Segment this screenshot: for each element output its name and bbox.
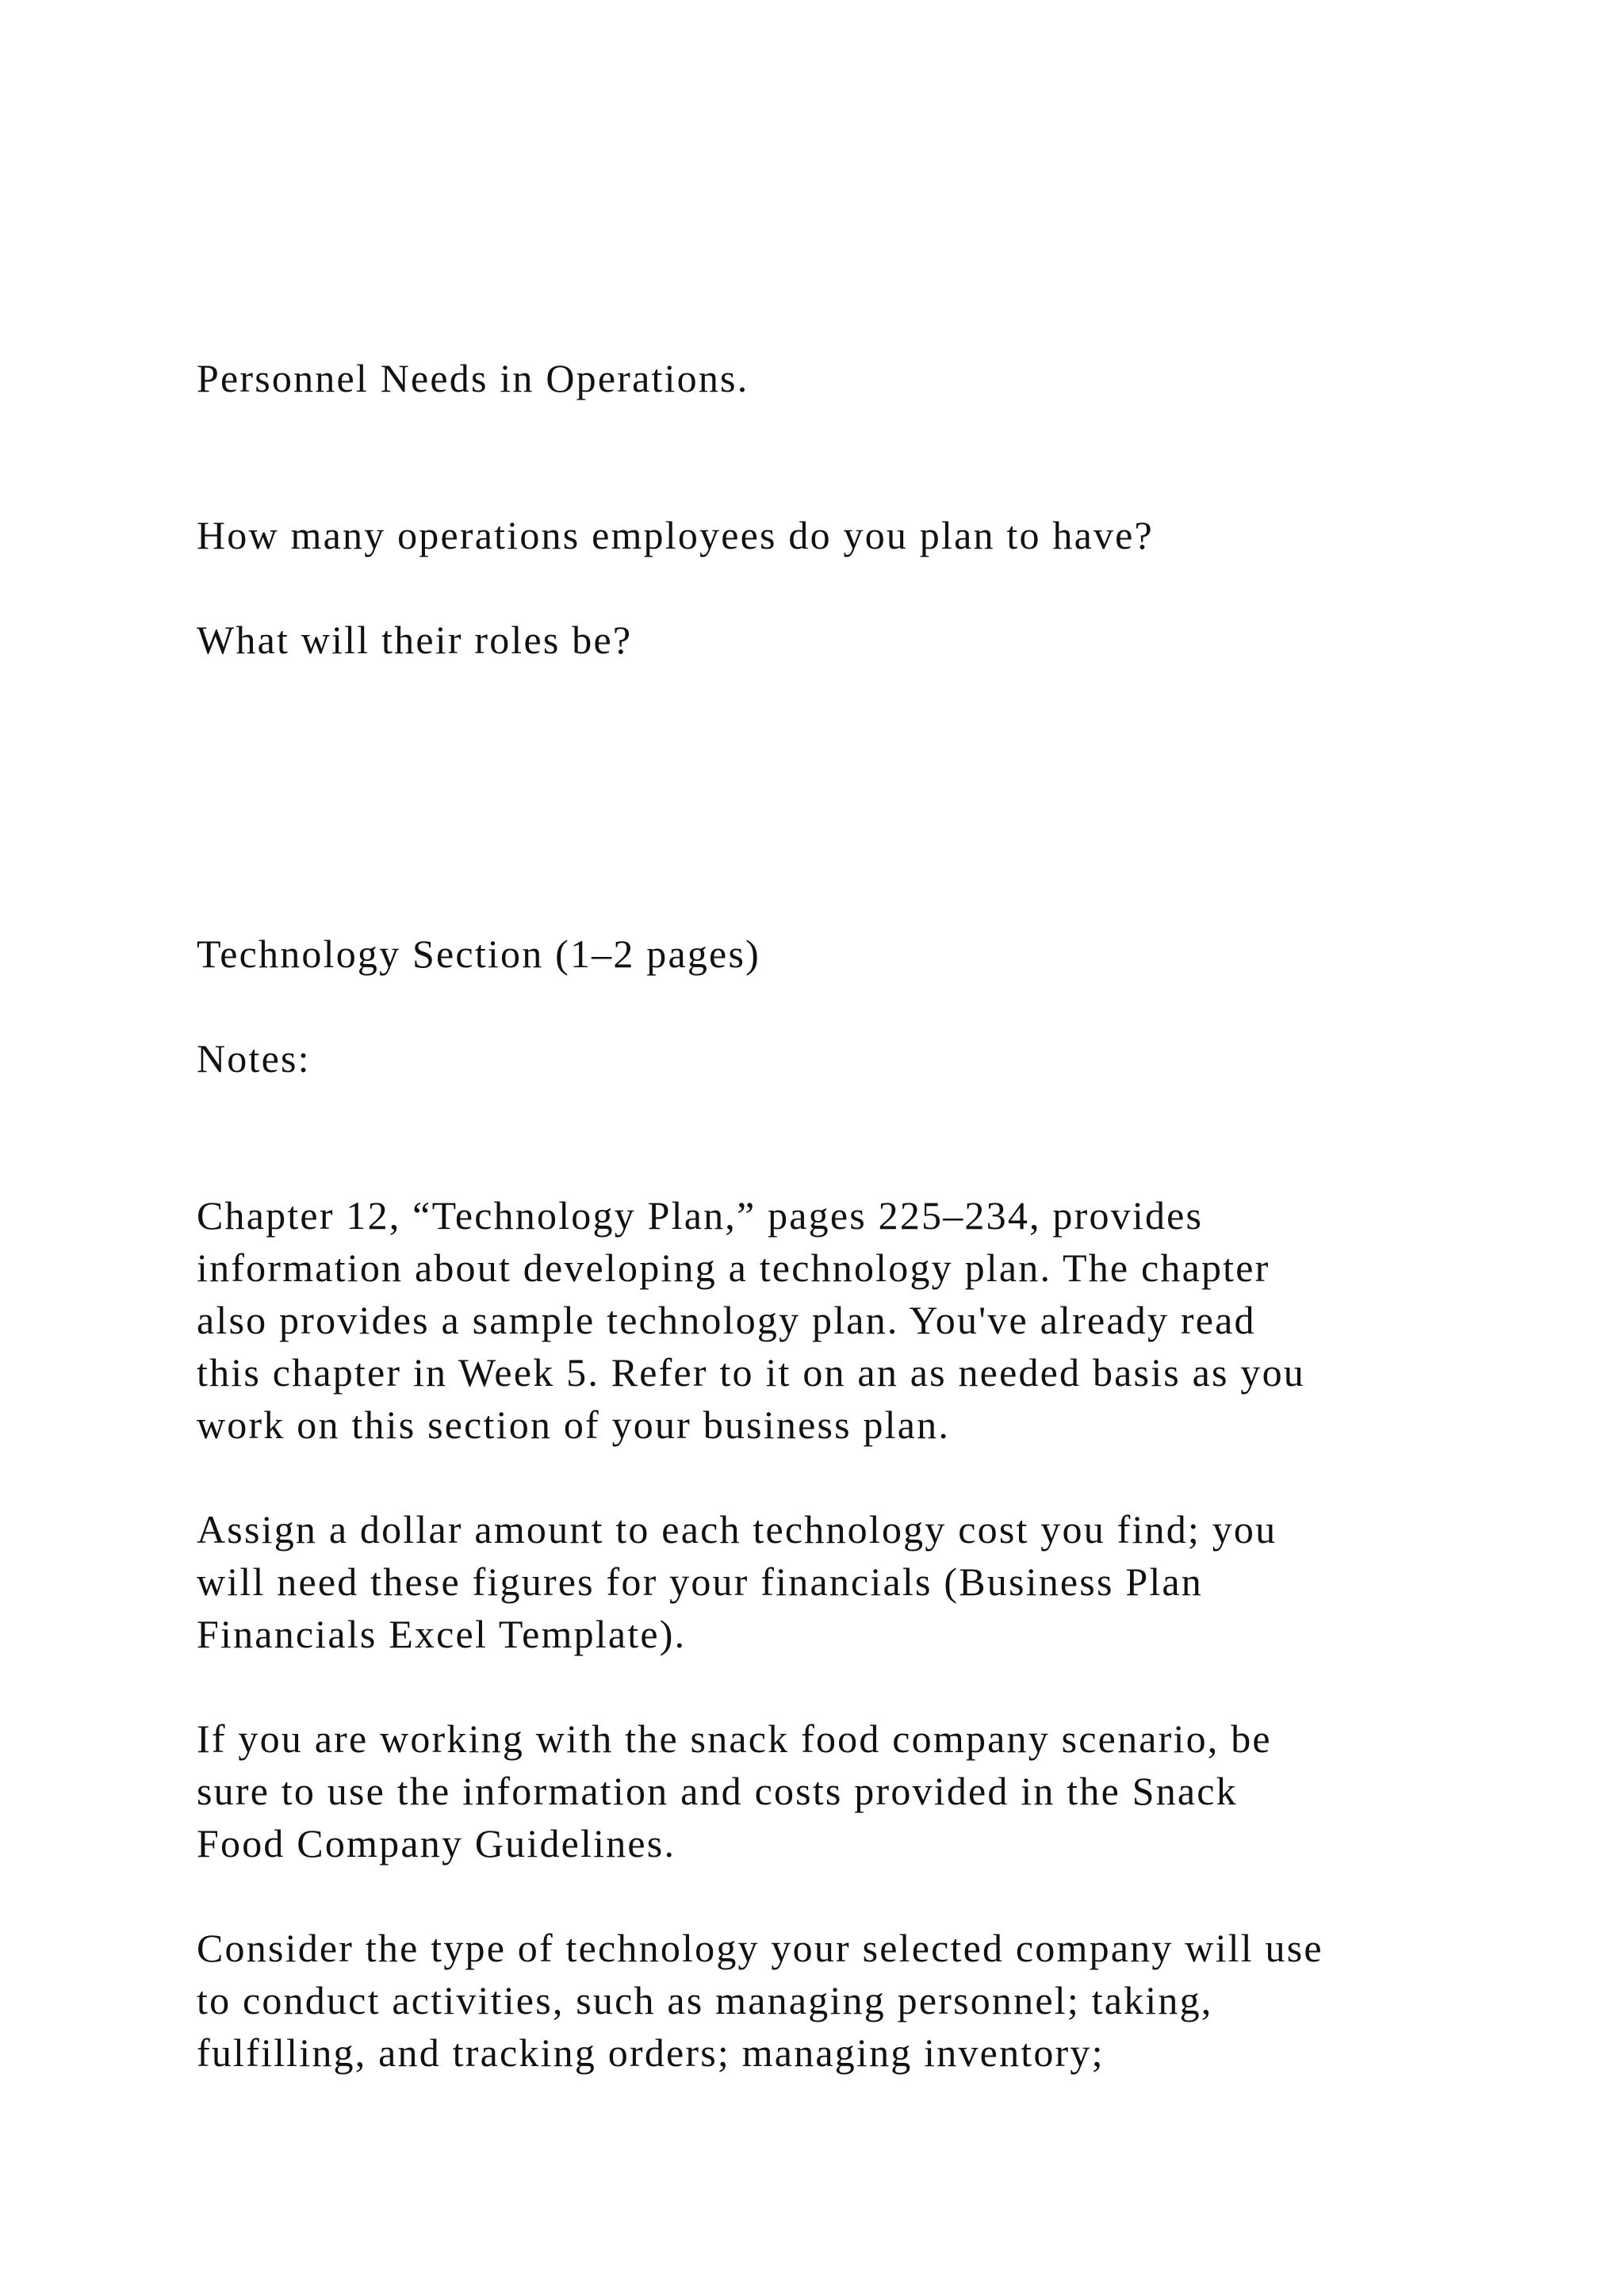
paragraph-chapter-12: Chapter 12, “Technology Plan,” pages 225–234, provides information about developing a technology plan. The chapter also provides a sample technology plan. You've already read this chapter in Week 5. Refer to it on an as needed basis as you work on this section of your business plan. bbox=[197, 1193, 1306, 1447]
paragraph-snack-food: If you are working with the snack food company scenario, be sure to use the information and costs provided in the Snack Food Company Guidelines. bbox=[197, 1716, 1272, 1866]
heading-technology-section: Technology Section (1–2 pages) bbox=[197, 932, 760, 976]
paragraph-consider-technology: Consider the type of technology your selected company will use to conduct activities, such as managing personnel; taking, fulfilling, and tracking orders; managing inventory; bbox=[197, 1926, 1323, 2075]
heading-personnel-needs: Personnel Needs in Operations. bbox=[197, 356, 749, 400]
question-operations-employees: How many operations employees do you plan to have? bbox=[197, 513, 1154, 557]
question-roles: What will their roles be? bbox=[197, 618, 633, 662]
notes-label: Notes: bbox=[197, 1036, 311, 1081]
paragraph-dollar-amount: Assign a dollar amount to each technology cost you find; you will need these figures for your financials (Business Plan Financials Excel Template). bbox=[197, 1507, 1277, 1656]
